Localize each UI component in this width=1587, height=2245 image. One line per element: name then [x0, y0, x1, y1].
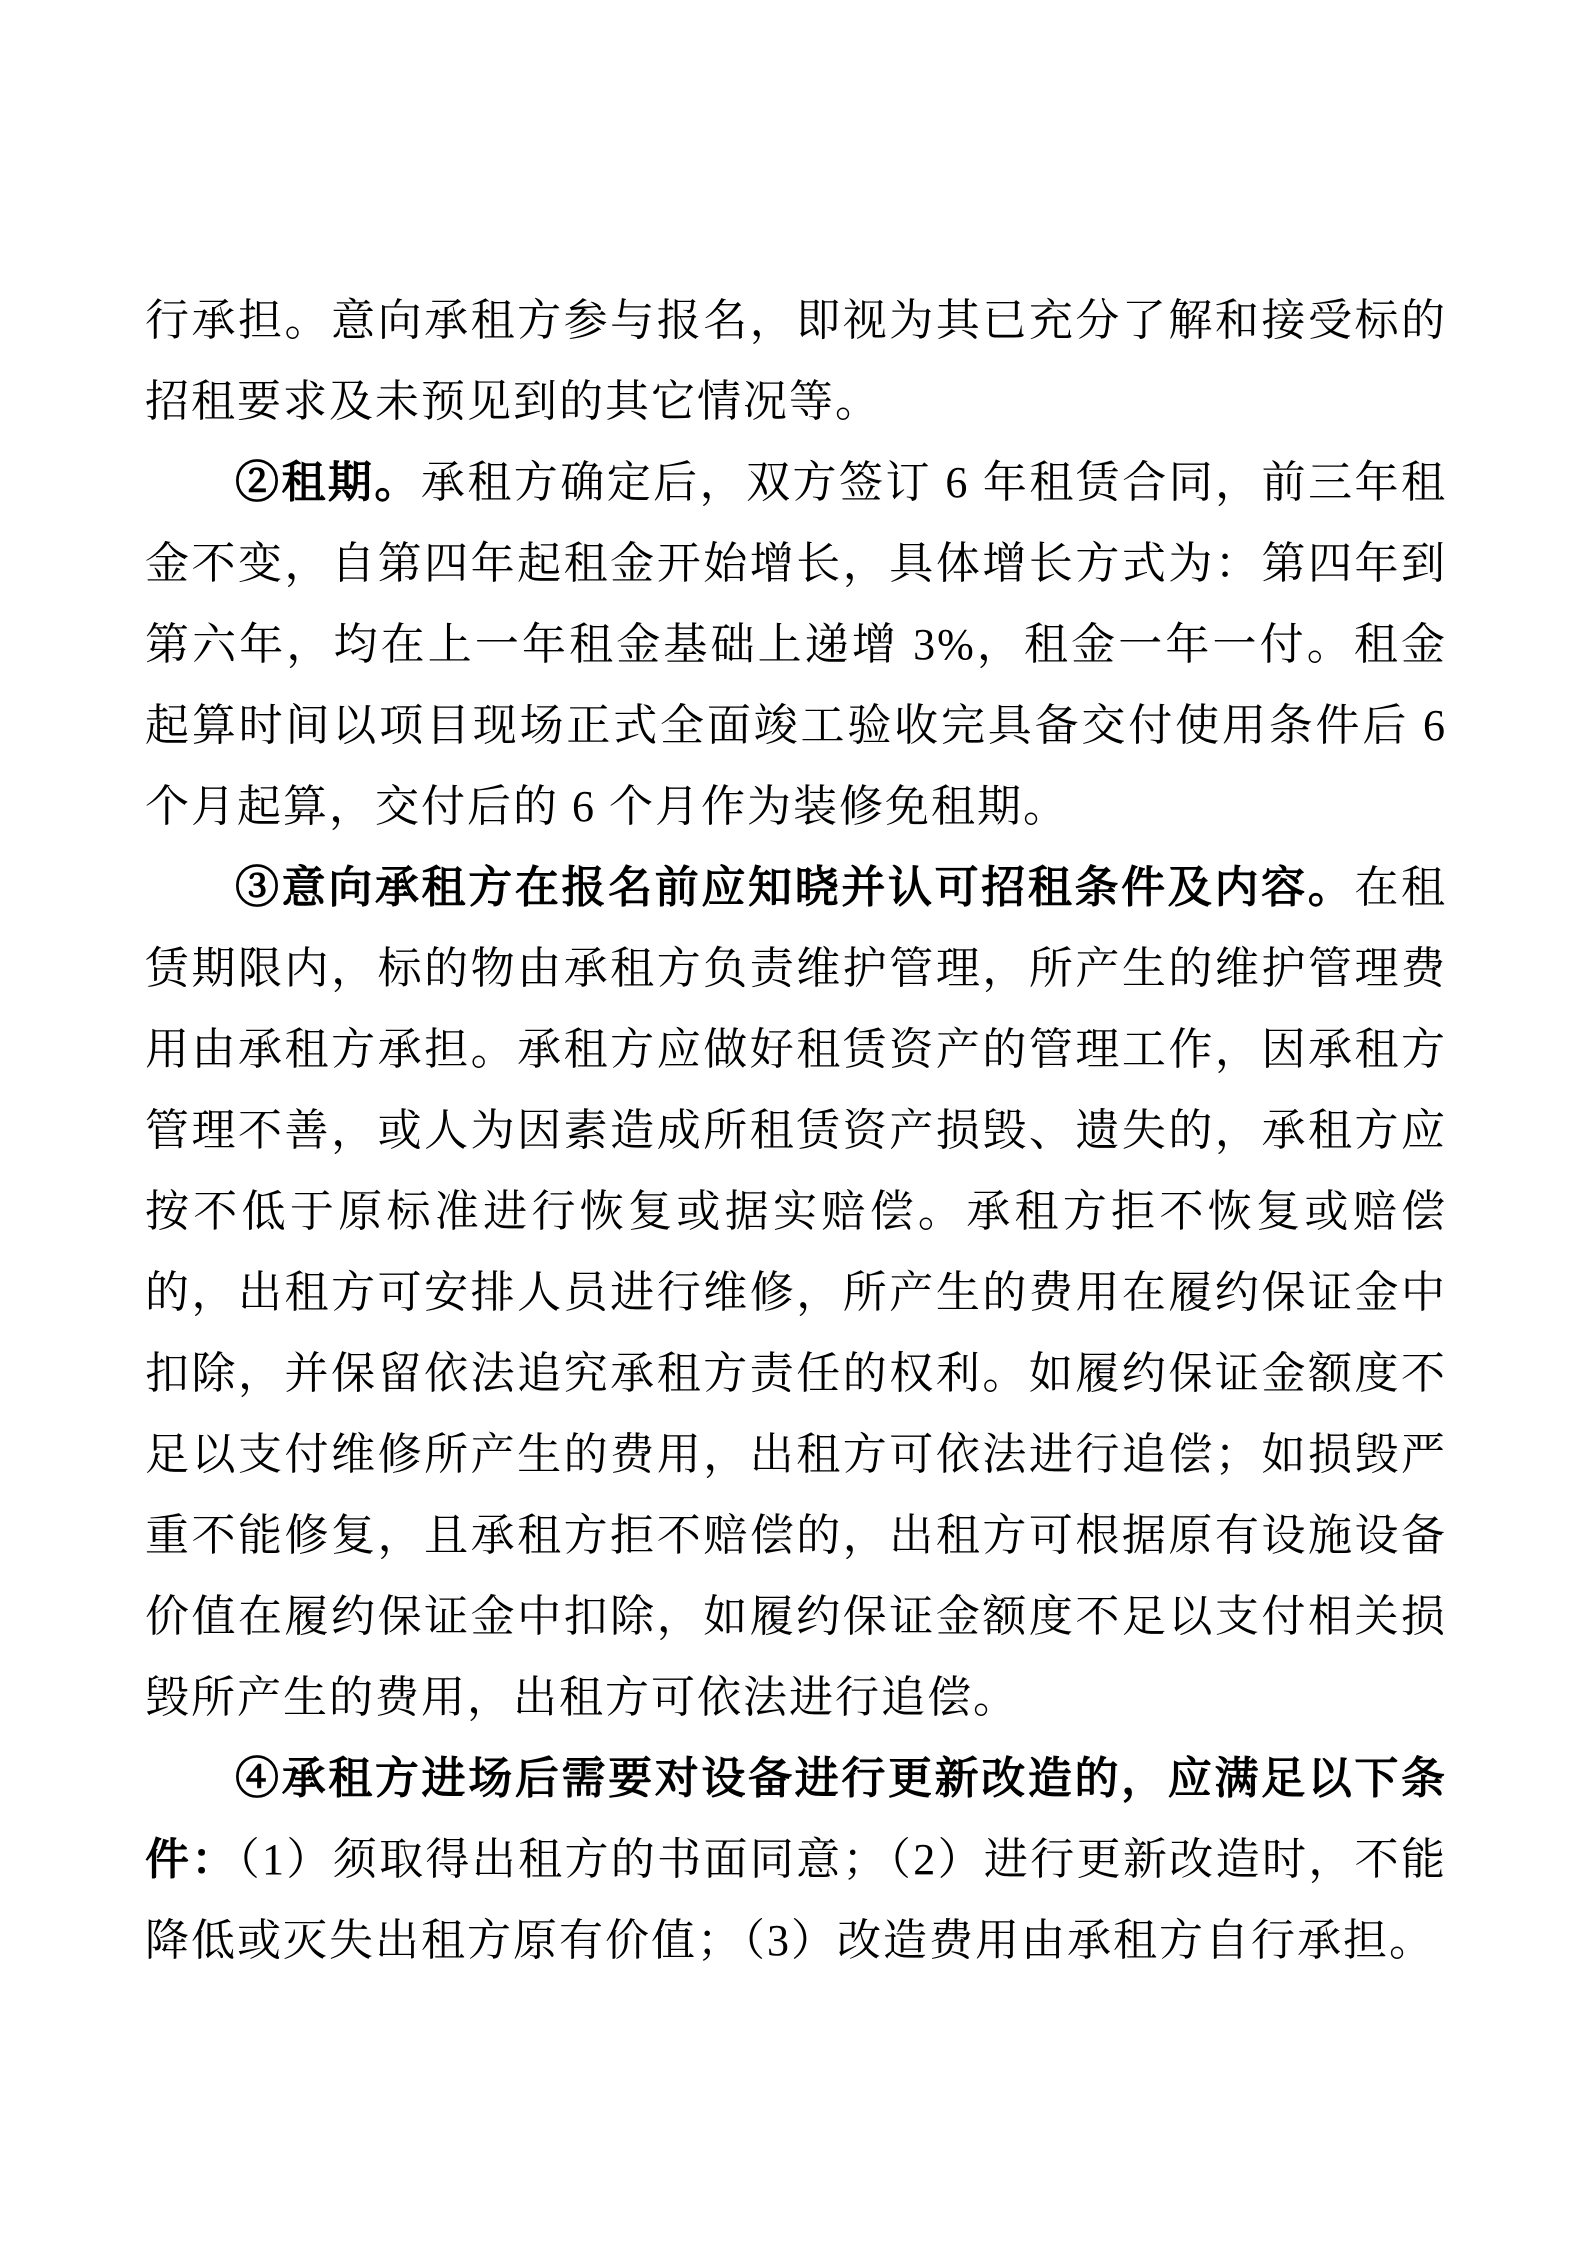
text-run: （1）须取得出租方的书面同意；（2）进行更新改造时，不能降低或灭失出租方原有价值；（3）改造费用由承租方自行承担。 — [145, 1835, 1448, 1965]
paragraph — [145, 1738, 1447, 1981]
bold-text-run: ③意向承租方在报名前应知晓并认可招租条件及内容。 — [235, 863, 1355, 912]
document-body — [145, 280, 1447, 1981]
paragraph — [145, 847, 1447, 1738]
text-run: 行承担。意向承租方参与报名，即视为其已充分了解和接受标的招租要求及未预见到的其它情况等。 — [145, 296, 1447, 426]
bold-text-run: ④承租方进场后需要对设备进行更新改造的，应满足以下条件： — [145, 1754, 1447, 1884]
bold-text-run: ②租期。 — [235, 458, 421, 507]
paragraph — [145, 442, 1447, 847]
paragraph — [145, 280, 1447, 442]
text-run: 承租方确定后，双方签订 6 年租赁合同，前三年租金不变，自第四年起租金开始增长，具体增长方式为：第四年到第六年，均在上一年租金基础上递增 3%，租金一年一付。租金起算时间以项目现场正式全面竣工验收完具备交付使用条件后 6 个月起算，交付后的 6 个月作为装修免租期。 — [145, 458, 1448, 831]
text-run: 在租赁期限内，标的物由承租方负责维护管理，所产生的维护管理费用由承租方承担。承租方应做好租赁资产的管理工作，因承租方管理不善，或人为因素造成所租赁资产损毁、遗失的，承租方应按不低于原标准进行恢复或据实赔偿。承租方拒不恢复或赔偿的，出租方可安排人员进行维修，所产生的费用在履约保证金中扣除，并保留依法追究承租方责任的权利。如履约保证金额度不足以支付维修所产生的费用，出租方可依法进行追偿；如损毁严重不能修复，且承租方拒不赔偿的，出租方可根据原有设施设备价值在履约保证金中扣除，如履约保证金额度不足以支付相关损毁所产生的费用，出租方可依法进行追偿。 — [145, 863, 1447, 1722]
